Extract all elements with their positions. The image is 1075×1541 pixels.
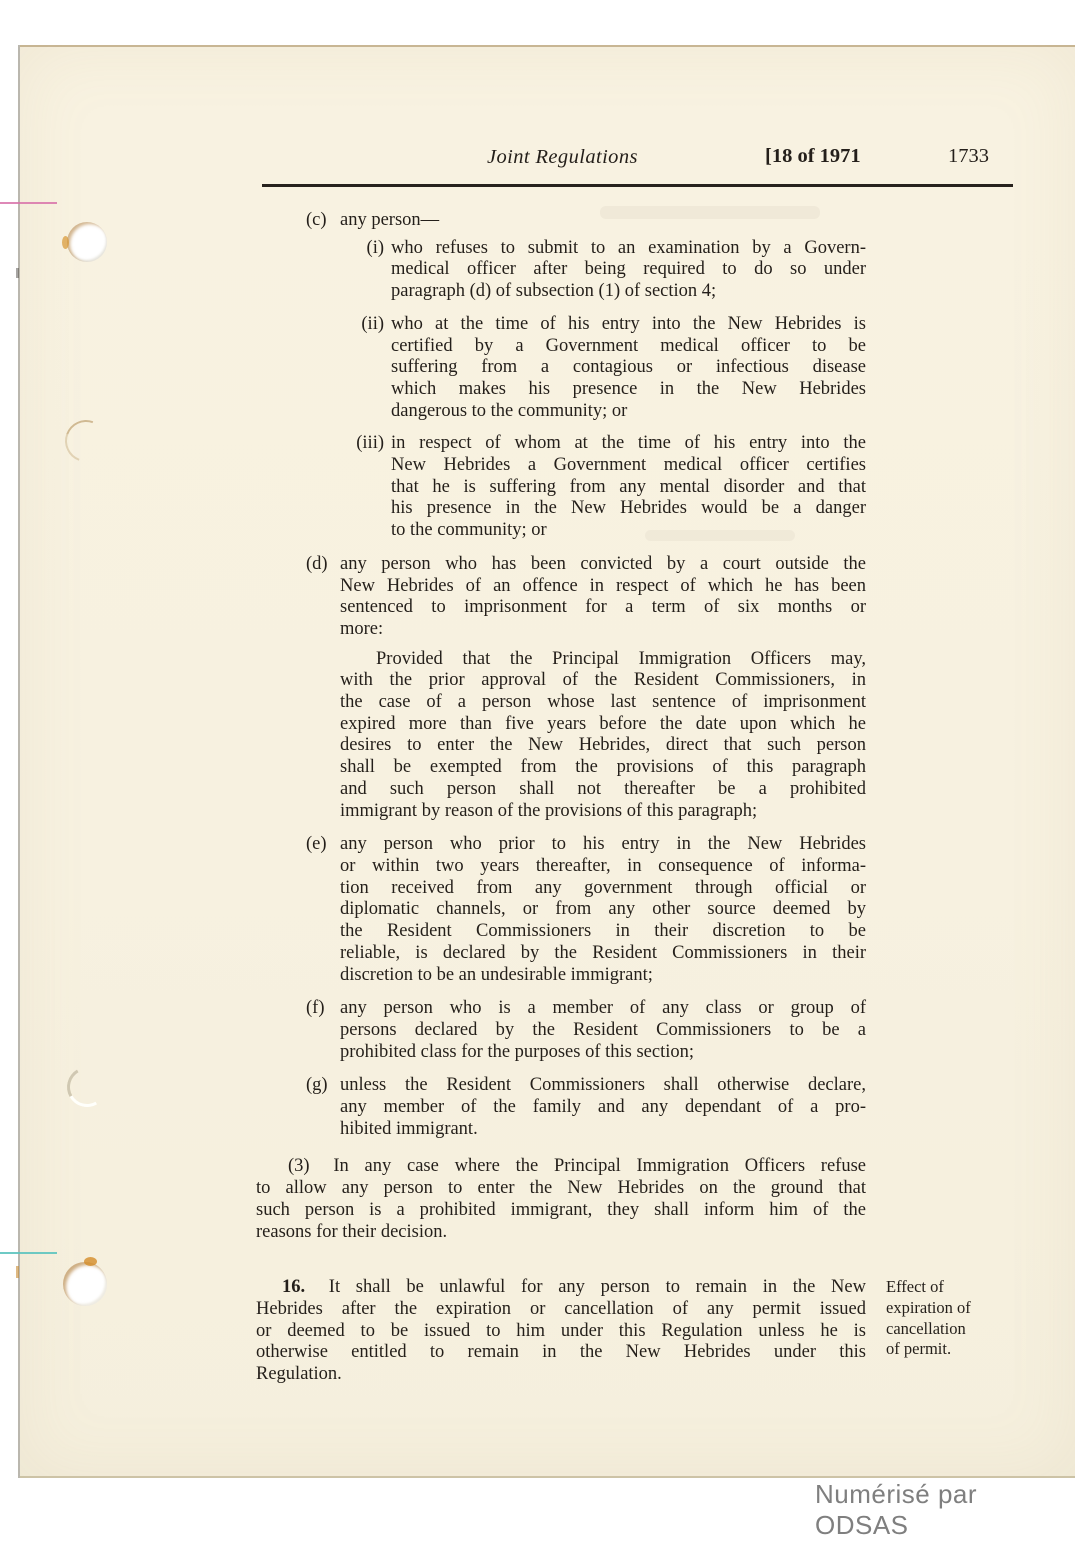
text-line: prohibited class for the purposes of this section; [340,1041,695,1062]
text-line: or deemed to be issued to him under this Regulation unless he is [256,1320,866,1341]
text-line: 16. It shall be unlawful for any person to remain in the New [282,1277,866,1298]
text-line: his presence in the New Hebrides would be a danger [391,498,866,519]
list-item [256,554,866,641]
list-item-label: (f) [306,998,325,1019]
text-line: any person who prior to his entry in the New Hebrides [340,834,866,855]
list-item-label: (e) [306,834,327,855]
punch-hole [63,1262,107,1306]
list-item [256,998,866,1063]
text-line: expired more than five years before the date upon which he [340,713,866,734]
text-line: persons declared by the Resident Commissioners to be a [340,1019,866,1040]
text-line: to allow any person to enter the New Hebrides on the ground that [256,1178,866,1199]
text-line: any person who is a member of any class or group of [340,998,866,1019]
text-line: suffering from a contagious or infectious disease [391,357,866,378]
text-line: hibited immigrant. [340,1118,478,1139]
text-line: such person is a prohibited immigrant, they shall inform him of the [256,1199,866,1220]
margin-note-line: cancellation [886,1318,966,1338]
list-item [256,210,866,232]
sub-list-item [256,433,866,542]
margin-note-line: of permit. [886,1339,952,1359]
sub-list-item [256,314,866,423]
text-line: immigrant by reason of the provisions of this paragraph; [340,800,758,821]
text-line: any person who has been convicted by a court outside the [340,553,866,574]
paragraph [256,649,866,823]
scan-artifact-cyan-line [0,1252,57,1254]
text-line: otherwise entitled to remain in the New Hebrides under this [256,1342,866,1363]
text-line: in respect of whom at the time of his entry into the [391,433,866,454]
list-item-label: (iii) [356,433,384,454]
rust-spot [84,1257,97,1266]
punch-hole [67,222,107,262]
text-line: to the community; or [391,520,547,541]
paragraph-number: (3) [288,1156,310,1177]
text-line: New Hebrides of an offence in respect of which he has been [340,575,866,596]
text-line: and such person shall not thereafter be a prohibited [340,778,866,799]
list-item [256,1075,866,1140]
paragraph-number: 16. [282,1277,306,1298]
text-line: who at the time of his entry into the New Hebrides is [391,313,866,334]
list-item-label: (d) [306,553,328,574]
text-line: unless the Resident Commissioners shall otherwise declare, [340,1075,866,1096]
page-number: 1733 [948,145,989,167]
paper-edge-top [20,45,1075,47]
scan-artifact-tick [16,268,19,278]
scan-artifact-tick [16,1266,19,1278]
list-item-label: (i) [366,237,384,258]
rust-spot [62,236,69,249]
running-title: Joint Regulations [487,146,638,168]
text-line: with the prior approval of the Resident Commissioners, in [340,670,866,691]
scan-artifact-pink-line [0,202,57,204]
watermark: Numérisé par ODSAS [815,1479,978,1540]
text-line: more: [340,618,384,639]
text-line: any person— [340,210,440,230]
paper-edge-bottom [20,1476,1075,1478]
text-line: Regulation. [256,1364,342,1385]
text-line: reasons for their decision. [256,1221,448,1242]
text-line: or within two years thereafter, in consequence of informa- [340,855,866,876]
margin-note [886,1277,1006,1360]
text-line: (3) In any case where the Principal Immigration Officers refuse [288,1156,866,1177]
list-item-label: (ii) [361,313,384,334]
text-line: sentenced to imprisonment for a term of six months or [340,597,866,618]
paragraph [256,1156,866,1243]
text-line: that he is suffering from any mental disorder and that [391,476,866,497]
text-line: discretion to be an undesirable immigrant; [340,964,653,985]
text-line: Provided that the Principal Immigration Officers may, [376,648,866,669]
text-line: diplomatic channels, or from any other source deemed by [340,899,866,920]
regulation-citation: [18 of 1971 [765,145,861,167]
text-line: reliable, is declared by the Resident Commissioners in their [340,942,866,963]
text-line: which makes his presence in the New Hebrides [391,378,866,399]
text-line: certified by a Government medical officer to be [391,335,866,356]
text-line: Hebrides after the expiration or cancellation of any permit issued [256,1298,866,1319]
text-line: New Hebrides a Government medical officer certifies [391,455,866,476]
text-line: tion received from any government through official or [340,877,866,898]
text-line: any member of the family and any dependant of a pro- [340,1097,866,1118]
paper-edge-left [18,45,20,1478]
text-line: desires to enter the New Hebrides, direct that such person [340,735,866,756]
list-item-label: (c) [306,210,327,230]
text-line: paragraph (d) of subsection (1) of section 4; [391,281,717,302]
margin-note-line: expiration of [886,1297,971,1317]
list-item-label: (g) [306,1075,328,1096]
header-rule [262,184,1013,187]
margin-note-line: Effect of [886,1277,944,1296]
text-line: who refuses to submit to an examination by a Govern- [391,237,866,258]
text-line: the case of a person whose last sentence of imprisonment [340,692,866,713]
text-line: shall be exempted from the provisions of this paragraph [340,757,866,778]
paragraph [256,1277,866,1386]
sub-list-item [256,238,866,303]
text-line: dangerous to the community; or [391,400,628,421]
list-item [256,834,866,986]
text-column [256,210,866,1386]
text-line: the Resident Commissioners in their discretion to be [340,921,866,942]
text-line: medical officer after being required to do so under [391,259,866,280]
